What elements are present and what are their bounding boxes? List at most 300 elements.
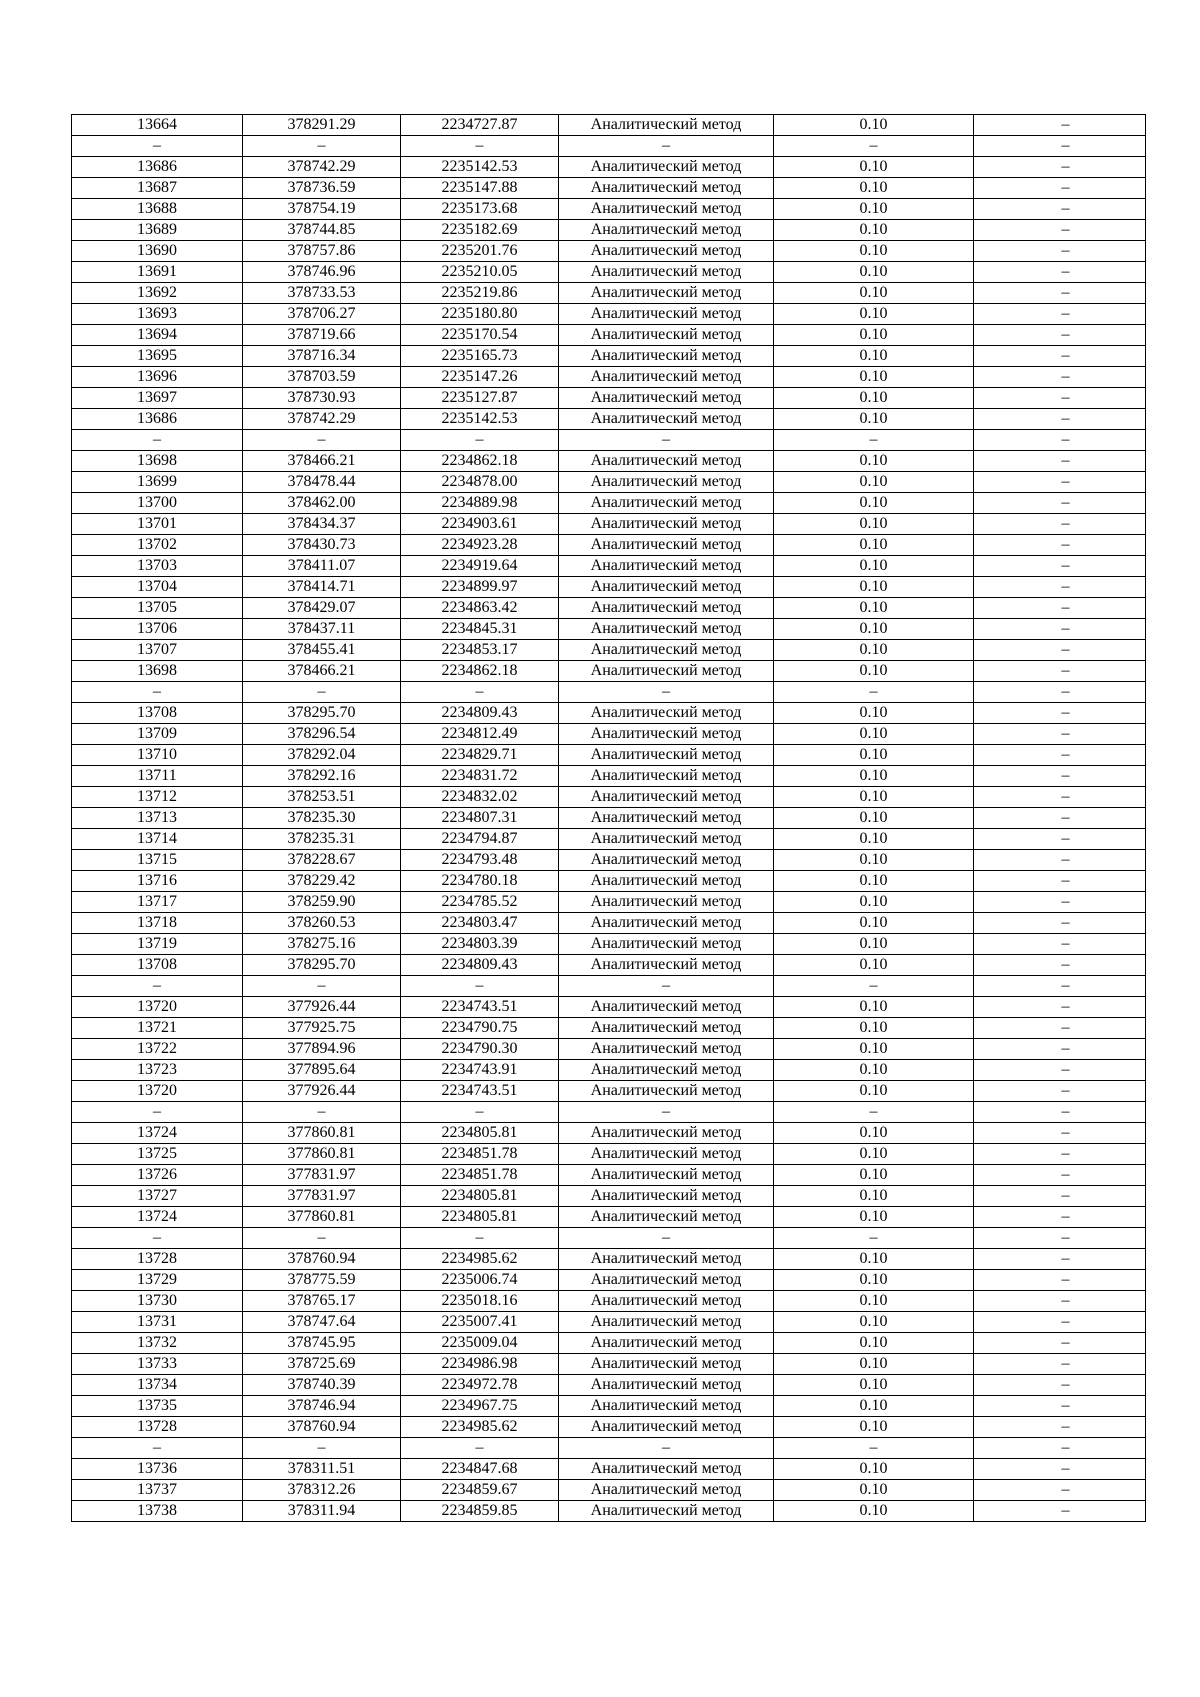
description-cell: – — [974, 325, 1146, 346]
method-cell: Аналитический метод — [559, 1165, 774, 1186]
point-number-cell: 13693 — [72, 304, 243, 325]
point-number-cell: 13724 — [72, 1207, 243, 1228]
method-cell: Аналитический метод — [559, 556, 774, 577]
description-cell: – — [974, 997, 1146, 1018]
x-coordinate-cell: 378429.07 — [243, 598, 401, 619]
table-row — [72, 1375, 1146, 1396]
accuracy-cell: 0.10 — [774, 997, 974, 1018]
x-coordinate-cell: 378462.00 — [243, 493, 401, 514]
method-cell: Аналитический метод — [559, 283, 774, 304]
y-coordinate-cell: 2234809.43 — [401, 703, 559, 724]
point-number-cell: 13686 — [72, 409, 243, 430]
description-cell: – — [974, 661, 1146, 682]
accuracy-cell: 0.10 — [774, 1207, 974, 1228]
point-number-cell: 13701 — [72, 514, 243, 535]
method-cell: Аналитический метод — [559, 1081, 774, 1102]
x-coordinate-cell: 377895.64 — [243, 1060, 401, 1081]
description-cell: – — [974, 808, 1146, 829]
method-cell: Аналитический метод — [559, 1312, 774, 1333]
x-coordinate-cell: 377926.44 — [243, 1081, 401, 1102]
method-cell: Аналитический метод — [559, 493, 774, 514]
point-number-cell: 13706 — [72, 619, 243, 640]
table-row — [72, 451, 1146, 472]
y-coordinate-cell: 2235009.04 — [401, 1333, 559, 1354]
point-number-cell: 13694 — [72, 325, 243, 346]
y-coordinate-cell: 2234851.78 — [401, 1144, 559, 1165]
method-cell: Аналитический метод — [559, 367, 774, 388]
y-coordinate-cell: 2235219.86 — [401, 283, 559, 304]
x-coordinate-cell: 378275.16 — [243, 934, 401, 955]
point-number-cell: 13686 — [72, 157, 243, 178]
table-row — [72, 787, 1146, 808]
table-row — [72, 157, 1146, 178]
method-cell: Аналитический метод — [559, 1417, 774, 1438]
point-number-cell: 13708 — [72, 703, 243, 724]
table-row — [72, 1501, 1146, 1522]
description-cell: – — [974, 1501, 1146, 1522]
y-coordinate-cell: 2234805.81 — [401, 1123, 559, 1144]
x-coordinate-cell: 378291.29 — [243, 115, 401, 136]
point-number-cell: 13700 — [72, 493, 243, 514]
accuracy-cell: 0.10 — [774, 766, 974, 787]
x-coordinate-cell: – — [243, 1102, 401, 1123]
x-coordinate-cell: – — [243, 1438, 401, 1459]
y-coordinate-cell: 2234863.42 — [401, 598, 559, 619]
method-cell: Аналитический метод — [559, 955, 774, 976]
method-cell: Аналитический метод — [559, 157, 774, 178]
method-cell: – — [559, 1438, 774, 1459]
description-cell: – — [974, 1333, 1146, 1354]
description-cell: – — [974, 829, 1146, 850]
x-coordinate-cell: 378411.07 — [243, 556, 401, 577]
accuracy-cell: 0.10 — [774, 787, 974, 808]
accuracy-cell: 0.10 — [774, 1186, 974, 1207]
y-coordinate-cell: 2234878.00 — [401, 472, 559, 493]
point-number-cell: 13687 — [72, 178, 243, 199]
accuracy-cell: 0.10 — [774, 346, 974, 367]
description-cell: – — [974, 1270, 1146, 1291]
x-coordinate-cell: 378312.26 — [243, 1480, 401, 1501]
point-number-cell: – — [72, 1228, 243, 1249]
description-cell: – — [974, 1060, 1146, 1081]
method-cell: Аналитический метод — [559, 1270, 774, 1291]
accuracy-cell: 0.10 — [774, 556, 974, 577]
description-cell: – — [974, 157, 1146, 178]
method-cell: Аналитический метод — [559, 871, 774, 892]
accuracy-cell: 0.10 — [774, 829, 974, 850]
table-row — [72, 619, 1146, 640]
method-cell: Аналитический метод — [559, 514, 774, 535]
method-cell: Аналитический метод — [559, 1291, 774, 1312]
x-coordinate-cell: 378292.16 — [243, 766, 401, 787]
method-cell: Аналитический метод — [559, 640, 774, 661]
x-coordinate-cell: 378295.70 — [243, 955, 401, 976]
table-row — [72, 955, 1146, 976]
accuracy-cell: 0.10 — [774, 472, 974, 493]
accuracy-cell: 0.10 — [774, 1018, 974, 1039]
x-coordinate-cell: 377860.81 — [243, 1207, 401, 1228]
table-row — [72, 178, 1146, 199]
accuracy-cell: – — [774, 1228, 974, 1249]
y-coordinate-cell: 2235006.74 — [401, 1270, 559, 1291]
method-cell: Аналитический метод — [559, 829, 774, 850]
table-row — [72, 1291, 1146, 1312]
accuracy-cell: 0.10 — [774, 493, 974, 514]
description-cell: – — [974, 1165, 1146, 1186]
table-row — [72, 997, 1146, 1018]
x-coordinate-cell: 378775.59 — [243, 1270, 401, 1291]
x-coordinate-cell: 378455.41 — [243, 640, 401, 661]
description-cell: – — [974, 1039, 1146, 1060]
table-row — [72, 724, 1146, 745]
point-number-cell: 13709 — [72, 724, 243, 745]
point-number-cell: 13714 — [72, 829, 243, 850]
description-cell: – — [974, 682, 1146, 703]
description-cell: – — [974, 178, 1146, 199]
description-cell: – — [974, 598, 1146, 619]
accuracy-cell: 0.10 — [774, 1060, 974, 1081]
method-cell: Аналитический метод — [559, 703, 774, 724]
accuracy-cell: 0.10 — [774, 241, 974, 262]
method-cell: – — [559, 976, 774, 997]
description-cell: – — [974, 1375, 1146, 1396]
x-coordinate-cell: 378747.64 — [243, 1312, 401, 1333]
method-cell: Аналитический метод — [559, 220, 774, 241]
method-cell: Аналитический метод — [559, 1207, 774, 1228]
table-row — [72, 1249, 1146, 1270]
x-coordinate-cell: 378295.70 — [243, 703, 401, 724]
accuracy-cell: 0.10 — [774, 619, 974, 640]
y-coordinate-cell: 2235201.76 — [401, 241, 559, 262]
x-coordinate-cell: – — [243, 976, 401, 997]
method-cell: Аналитический метод — [559, 850, 774, 871]
y-coordinate-cell: – — [401, 682, 559, 703]
accuracy-cell: 0.10 — [774, 199, 974, 220]
point-number-cell: 13720 — [72, 997, 243, 1018]
accuracy-cell: 0.10 — [774, 1375, 974, 1396]
table-row — [72, 325, 1146, 346]
x-coordinate-cell: 378703.59 — [243, 367, 401, 388]
x-coordinate-cell: 378260.53 — [243, 913, 401, 934]
table-row — [72, 766, 1146, 787]
point-number-cell: 13698 — [72, 661, 243, 682]
point-number-cell: 13704 — [72, 577, 243, 598]
y-coordinate-cell: 2234803.39 — [401, 934, 559, 955]
y-coordinate-cell: 2235210.05 — [401, 262, 559, 283]
accuracy-cell: 0.10 — [774, 1480, 974, 1501]
y-coordinate-cell: 2235182.69 — [401, 220, 559, 241]
accuracy-cell: 0.10 — [774, 304, 974, 325]
point-number-cell: 13735 — [72, 1396, 243, 1417]
accuracy-cell: – — [774, 1438, 974, 1459]
accuracy-cell: 0.10 — [774, 514, 974, 535]
x-coordinate-cell: 378311.94 — [243, 1501, 401, 1522]
description-cell: – — [974, 766, 1146, 787]
method-cell: Аналитический метод — [559, 262, 774, 283]
accuracy-cell: 0.10 — [774, 1396, 974, 1417]
accuracy-cell: 0.10 — [774, 1459, 974, 1480]
y-coordinate-cell: 2234903.61 — [401, 514, 559, 535]
accuracy-cell: 0.10 — [774, 1144, 974, 1165]
accuracy-cell: 0.10 — [774, 577, 974, 598]
point-number-cell: – — [72, 976, 243, 997]
accuracy-cell: 0.10 — [774, 934, 974, 955]
y-coordinate-cell: 2234790.30 — [401, 1039, 559, 1060]
y-coordinate-cell: 2235180.80 — [401, 304, 559, 325]
point-number-cell: – — [72, 430, 243, 451]
y-coordinate-cell: 2234743.91 — [401, 1060, 559, 1081]
x-coordinate-cell: 378259.90 — [243, 892, 401, 913]
method-cell: Аналитический метод — [559, 1333, 774, 1354]
x-coordinate-cell: 378736.59 — [243, 178, 401, 199]
method-cell: Аналитический метод — [559, 934, 774, 955]
y-coordinate-cell: 2234812.49 — [401, 724, 559, 745]
method-cell: Аналитический метод — [559, 346, 774, 367]
description-cell: – — [974, 1102, 1146, 1123]
point-number-cell: – — [72, 1102, 243, 1123]
table-row — [72, 1333, 1146, 1354]
x-coordinate-cell: 378228.67 — [243, 850, 401, 871]
accuracy-cell: 0.10 — [774, 367, 974, 388]
x-coordinate-cell: 378311.51 — [243, 1459, 401, 1480]
method-cell: Аналитический метод — [559, 388, 774, 409]
accuracy-cell: – — [774, 136, 974, 157]
method-cell: Аналитический метод — [559, 1459, 774, 1480]
description-cell: – — [974, 871, 1146, 892]
y-coordinate-cell: 2234862.18 — [401, 661, 559, 682]
x-coordinate-cell: 378716.34 — [243, 346, 401, 367]
method-cell: Аналитический метод — [559, 1480, 774, 1501]
y-coordinate-cell: – — [401, 1102, 559, 1123]
x-coordinate-cell: 378733.53 — [243, 283, 401, 304]
y-coordinate-cell: 2234923.28 — [401, 535, 559, 556]
accuracy-cell: 0.10 — [774, 1165, 974, 1186]
y-coordinate-cell: – — [401, 430, 559, 451]
point-number-cell: 13710 — [72, 745, 243, 766]
x-coordinate-cell: 378466.21 — [243, 661, 401, 682]
x-coordinate-cell: 378235.30 — [243, 808, 401, 829]
y-coordinate-cell: 2235147.26 — [401, 367, 559, 388]
table-row — [72, 1354, 1146, 1375]
method-cell: Аналитический метод — [559, 997, 774, 1018]
accuracy-cell: 0.10 — [774, 220, 974, 241]
x-coordinate-cell: – — [243, 1228, 401, 1249]
x-coordinate-cell: 378742.29 — [243, 157, 401, 178]
table-row — [72, 1396, 1146, 1417]
y-coordinate-cell: 2234803.47 — [401, 913, 559, 934]
table-row — [72, 514, 1146, 535]
table-row — [72, 1459, 1146, 1480]
method-cell: Аналитический метод — [559, 1018, 774, 1039]
accuracy-cell: 0.10 — [774, 1270, 974, 1291]
table-row — [72, 808, 1146, 829]
accuracy-cell: 0.10 — [774, 1291, 974, 1312]
description-cell: – — [974, 619, 1146, 640]
method-cell: Аналитический метод — [559, 451, 774, 472]
y-coordinate-cell: 2234859.85 — [401, 1501, 559, 1522]
accuracy-cell: 0.10 — [774, 388, 974, 409]
table-row — [72, 913, 1146, 934]
point-number-cell: 13708 — [72, 955, 243, 976]
point-number-cell: – — [72, 1438, 243, 1459]
x-coordinate-cell: 378229.42 — [243, 871, 401, 892]
x-coordinate-cell: 377860.81 — [243, 1123, 401, 1144]
x-coordinate-cell: 378742.29 — [243, 409, 401, 430]
accuracy-cell: 0.10 — [774, 850, 974, 871]
accuracy-cell: 0.10 — [774, 409, 974, 430]
table-row — [72, 115, 1146, 136]
description-cell: – — [974, 535, 1146, 556]
coordinates-table-body — [72, 115, 1146, 1522]
y-coordinate-cell: 2235170.54 — [401, 325, 559, 346]
method-cell: – — [559, 1102, 774, 1123]
method-cell: Аналитический метод — [559, 619, 774, 640]
x-coordinate-cell: 378430.73 — [243, 535, 401, 556]
coordinates-table — [71, 114, 1146, 1522]
method-cell: Аналитический метод — [559, 766, 774, 787]
description-cell: – — [974, 850, 1146, 871]
table-row — [72, 598, 1146, 619]
point-number-cell: 13715 — [72, 850, 243, 871]
table-row — [72, 850, 1146, 871]
accuracy-cell: 0.10 — [774, 955, 974, 976]
accuracy-cell: 0.10 — [774, 535, 974, 556]
x-coordinate-cell: 378746.94 — [243, 1396, 401, 1417]
x-coordinate-cell: 378740.39 — [243, 1375, 401, 1396]
point-number-cell: 13692 — [72, 283, 243, 304]
method-cell: – — [559, 136, 774, 157]
table-row — [72, 388, 1146, 409]
accuracy-cell: 0.10 — [774, 1312, 974, 1333]
description-cell: – — [974, 976, 1146, 997]
description-cell: – — [974, 451, 1146, 472]
description-cell: – — [974, 724, 1146, 745]
table-row — [72, 1270, 1146, 1291]
method-cell: Аналитический метод — [559, 115, 774, 136]
y-coordinate-cell: 2234853.17 — [401, 640, 559, 661]
y-coordinate-cell: 2235142.53 — [401, 157, 559, 178]
table-row — [72, 934, 1146, 955]
table-row — [72, 346, 1146, 367]
y-coordinate-cell: 2235173.68 — [401, 199, 559, 220]
y-coordinate-cell: 2234807.31 — [401, 808, 559, 829]
table-row — [72, 1102, 1146, 1123]
x-coordinate-cell: 378437.11 — [243, 619, 401, 640]
x-coordinate-cell: – — [243, 136, 401, 157]
y-coordinate-cell: – — [401, 1438, 559, 1459]
point-number-cell: 13703 — [72, 556, 243, 577]
description-cell: – — [974, 304, 1146, 325]
method-cell: Аналитический метод — [559, 178, 774, 199]
x-coordinate-cell: 378744.85 — [243, 220, 401, 241]
y-coordinate-cell: 2234793.48 — [401, 850, 559, 871]
method-cell: Аналитический метод — [559, 1123, 774, 1144]
y-coordinate-cell: 2234972.78 — [401, 1375, 559, 1396]
description-cell: – — [974, 220, 1146, 241]
point-number-cell: 13697 — [72, 388, 243, 409]
table-row — [72, 871, 1146, 892]
description-cell: – — [974, 913, 1146, 934]
description-cell: – — [974, 430, 1146, 451]
method-cell: Аналитический метод — [559, 745, 774, 766]
table-row — [72, 1081, 1146, 1102]
description-cell: – — [974, 703, 1146, 724]
point-number-cell: 13711 — [72, 766, 243, 787]
y-coordinate-cell: 2234829.71 — [401, 745, 559, 766]
table-row — [72, 430, 1146, 451]
table-row — [72, 241, 1146, 262]
method-cell: – — [559, 682, 774, 703]
y-coordinate-cell: 2234727.87 — [401, 115, 559, 136]
x-coordinate-cell: 378760.94 — [243, 1417, 401, 1438]
x-coordinate-cell: – — [243, 430, 401, 451]
point-number-cell: 13720 — [72, 1081, 243, 1102]
x-coordinate-cell: – — [243, 682, 401, 703]
accuracy-cell: 0.10 — [774, 283, 974, 304]
description-cell: – — [974, 934, 1146, 955]
x-coordinate-cell: 378765.17 — [243, 1291, 401, 1312]
point-number-cell: 13689 — [72, 220, 243, 241]
y-coordinate-cell: 2234859.67 — [401, 1480, 559, 1501]
method-cell: Аналитический метод — [559, 304, 774, 325]
description-cell: – — [974, 892, 1146, 913]
description-cell: – — [974, 346, 1146, 367]
point-number-cell: 13664 — [72, 115, 243, 136]
table-row — [72, 661, 1146, 682]
y-coordinate-cell: 2234780.18 — [401, 871, 559, 892]
table-row — [72, 682, 1146, 703]
point-number-cell: 13729 — [72, 1270, 243, 1291]
y-coordinate-cell: 2234743.51 — [401, 1081, 559, 1102]
accuracy-cell: 0.10 — [774, 703, 974, 724]
table-row — [72, 556, 1146, 577]
description-cell: – — [974, 1081, 1146, 1102]
point-number-cell: – — [72, 136, 243, 157]
x-coordinate-cell: 378292.04 — [243, 745, 401, 766]
method-cell: Аналитический метод — [559, 1249, 774, 1270]
method-cell: Аналитический метод — [559, 325, 774, 346]
description-cell: – — [974, 955, 1146, 976]
accuracy-cell: 0.10 — [774, 1333, 974, 1354]
y-coordinate-cell: 2235147.88 — [401, 178, 559, 199]
x-coordinate-cell: 378434.37 — [243, 514, 401, 535]
point-number-cell: 13734 — [72, 1375, 243, 1396]
table-row — [72, 283, 1146, 304]
description-cell: – — [974, 1354, 1146, 1375]
description-cell: – — [974, 1123, 1146, 1144]
table-row — [72, 577, 1146, 598]
point-number-cell: 13731 — [72, 1312, 243, 1333]
accuracy-cell: 0.10 — [774, 913, 974, 934]
method-cell: Аналитический метод — [559, 1039, 774, 1060]
method-cell: Аналитический метод — [559, 913, 774, 934]
point-number-cell: 13707 — [72, 640, 243, 661]
point-number-cell: 13737 — [72, 1480, 243, 1501]
method-cell: Аналитический метод — [559, 1396, 774, 1417]
accuracy-cell: 0.10 — [774, 178, 974, 199]
point-number-cell: 13717 — [72, 892, 243, 913]
description-cell: – — [974, 745, 1146, 766]
y-coordinate-cell: 2235165.73 — [401, 346, 559, 367]
point-number-cell: 13695 — [72, 346, 243, 367]
method-cell: Аналитический метод — [559, 409, 774, 430]
method-cell: Аналитический метод — [559, 535, 774, 556]
method-cell: Аналитический метод — [559, 1375, 774, 1396]
y-coordinate-cell: – — [401, 1228, 559, 1249]
point-number-cell: – — [72, 682, 243, 703]
method-cell: Аналитический метод — [559, 199, 774, 220]
table-row — [72, 1165, 1146, 1186]
